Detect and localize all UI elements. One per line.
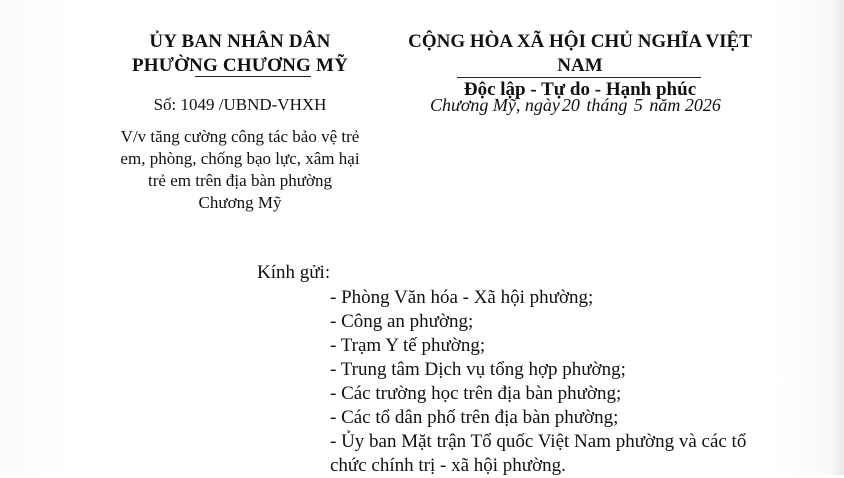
authority-line-2: PHƯỜNG CHƯƠNG MỸ (131, 55, 349, 76)
subject-line-3: trẻ em trên địa bàn phường (148, 171, 332, 190)
nation-line: CỘNG HÒA XÃ HỘI CHỦ NGHĨA VIỆT NAM (408, 31, 752, 76)
subject-line-2: em, phòng, chống bạo lực, xâm hại (120, 149, 360, 168)
date-prefix: Chương Mỹ, ngày (430, 95, 560, 115)
national-title (390, 30, 770, 102)
authority-line-1: ỦY BAN NHÂN DÂN (149, 31, 331, 52)
recipient-item: - Phòng Văn hóa - Xã hội phường; (330, 287, 594, 308)
recipient-item: - Các tổ dân phố trên địa bàn phường; (330, 407, 619, 428)
recipient-item: - Công an phường; (330, 311, 474, 332)
date-day: 20 (561, 95, 580, 115)
recipient-list (330, 286, 746, 478)
recipient-item: - Các trường học trên địa bàn phường; (330, 383, 622, 404)
recipient-item: - Trạm Y tế phường; (330, 335, 486, 356)
date-month-label: tháng (586, 95, 628, 115)
page-edge-shadow (830, 0, 844, 475)
recipient-item: - Ủy ban Mặt trận Tổ quốc Việt Nam phường và các tổ (330, 431, 747, 452)
motto-line: Độc lập - Tự do - Hạnh phúc (463, 79, 697, 100)
authority-underline (195, 76, 311, 77)
greeting: Kính gửi: (257, 262, 331, 283)
subject-line-1: V/v tăng cường công tác bảo vệ trẻ (120, 127, 360, 146)
document-number: Số: 1049 /UBND-VHXH (153, 95, 327, 114)
date-line (430, 95, 721, 116)
date-month: 5 (633, 95, 643, 115)
recipient-item: - Trung tâm Dịch vụ tổng hợp phường; (330, 359, 626, 380)
subject-line-4: Chương Mỹ (198, 193, 282, 212)
motto-underline (457, 77, 701, 78)
document-subject (112, 126, 368, 214)
date-year: năm 2026 (649, 95, 721, 115)
issuing-authority (120, 30, 360, 78)
recipient-item: chức chính trị - xã hội phường. (330, 455, 566, 476)
